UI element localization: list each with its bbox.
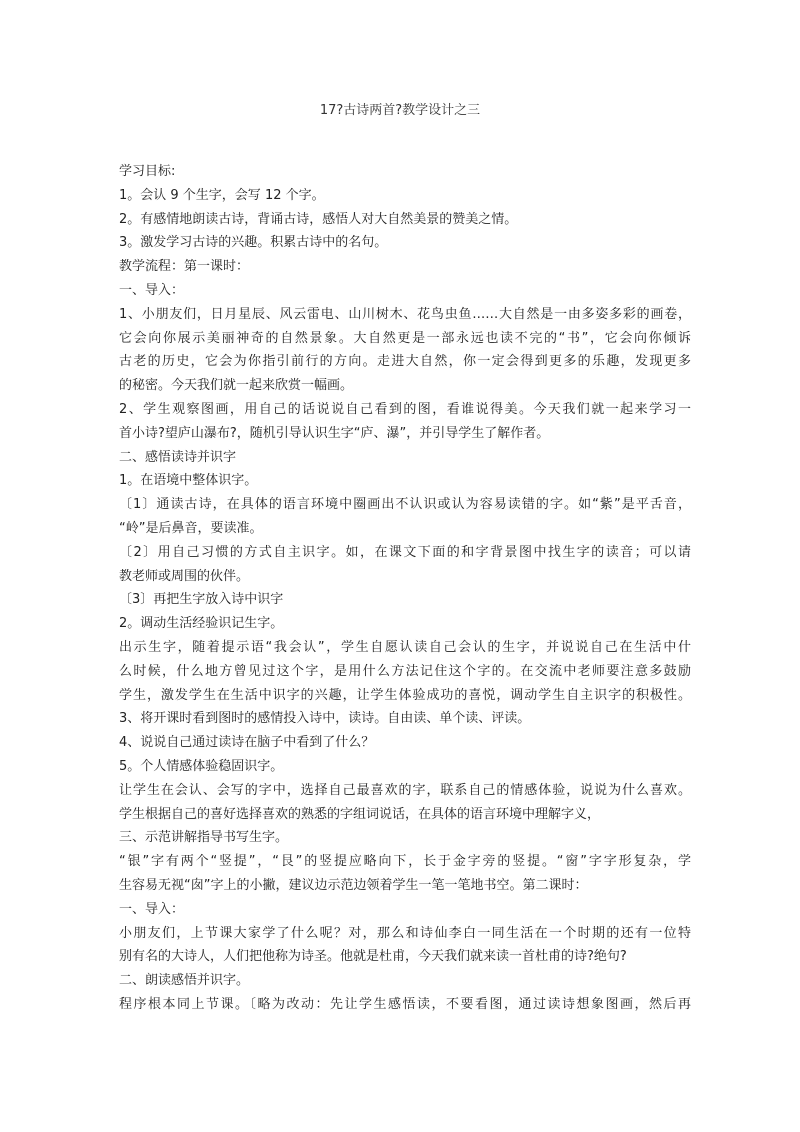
text-line: 5。个人情感体验稳固识字。 [119, 758, 284, 774]
text-line: 一、导入： [119, 282, 185, 298]
text-line: 1。在语境中整体识字。 [119, 473, 258, 489]
text-line: 别有名的大诗人，人们把他称为诗圣。他就是杜甫，今天我们就来读一首杜甫的诗?绝句? [119, 949, 627, 965]
text-line: 〔3〕再把生字放入诗中识字 [119, 592, 284, 608]
text-line: 2。有感情地朗读古诗，背诵古诗，感悟人对大自然美景的赞美之情。 [119, 211, 518, 227]
text-line: 古老的历史，它会为你指引前行的方向。走进大自然，你一定会得到更多的乐趣，发现更多 [119, 354, 691, 370]
text-line: 学生，激发学生在生活中识字的兴趣，让学生体验成功的喜悦，调动学生自主识字的积极性。 [119, 687, 691, 703]
text-line: 的秘密。今天我们就一起来欣赏一幅画。 [119, 378, 354, 394]
text-line: 让学生在会认、会写的字中，选择自己最喜欢的字，联系自己的情感体验，说说为什么喜欢。 [119, 782, 691, 798]
text-line: 教学流程：第一课时： [119, 259, 250, 275]
text-line: 么时候，什么地方曾见过这个字，是用什么方法记住这个字的。在交流中老师要注意多鼓励 [119, 663, 691, 679]
text-line: 一、导入： [119, 901, 185, 917]
text-line: 4、说说自己通过读诗在脑子中看到了什么？ [119, 735, 375, 751]
text-line: 生容易无视“囱”字上的小撇，建议边示范边领着学生一笔一笔地书空。第二课时： [119, 877, 588, 893]
text-line: 教老师或周围的伙伴。 [119, 568, 250, 584]
text-line: 三、示范讲解指导书写生字。 [119, 830, 289, 846]
text-line: 它会向你展示美丽神奇的自然景象。大自然更是一部永远也读不完的“书”，它会向你倾诉 [119, 330, 691, 346]
text-line: 二、朗读感悟并识字。 [119, 973, 250, 989]
text-line: 1、小朋友们，日月星辰、风云雷电、山川树木、花鸟虫鱼……大自然是一由多姿多彩的画卷， [119, 306, 691, 322]
text-line: 3。激发学习古诗的兴趣。积累古诗中的名句。 [119, 235, 388, 251]
text-line: 学生根据自己的喜好选择喜欢的熟悉的字组词说话，在具体的语言环境中理解字义， [119, 806, 601, 822]
text-line: 出示生字，随着提示语“我会认”，学生自愿认读自己会认的生字，并说说自己在生活中什 [119, 639, 691, 655]
text-line: 学习目标: [119, 164, 176, 179]
text-line: 首小诗?望庐山瀑布?，随机引导认识生字“庐、瀑”，并引导学生了解作者。 [119, 425, 550, 441]
document-body [119, 160, 691, 1017]
text-line: 〔2〕用自己习惯的方式自主识字。如，在课文下面的和字背景图中找生字的读音；可以请 [119, 544, 691, 560]
text-line: 3、将开课时看到图时的感情投入诗中，读诗。自由读、单个读、评读。 [119, 711, 531, 727]
text-line: “岭”是后鼻音，要读准。 [119, 520, 263, 536]
text-line: “银”字有两个“竖提”，“艮”的竖提应略向下，长于金字旁的竖提。“窗”字字形复杂，学 [119, 854, 691, 870]
text-line: 程序根本同上节课。〔略为改动：先让学生感悟读，不要看图，通过读诗想象图画，然后再 [119, 996, 691, 1012]
text-line: 小朋友们，上节课大家学了什么呢？对，那么和诗仙李白一同生活在一个时期的还有一位特 [119, 925, 691, 941]
text-line: 2、学生观察图画，用自己的话说说自己看到的图，看谁说得美。今天我们就一起来学习一 [119, 401, 691, 417]
text-line: 二、感悟读诗并识字 [119, 449, 237, 465]
text-line: 1。会认 9 个生字，会写 12 个字。 [119, 187, 325, 203]
text-line: 〔1〕通读古诗，在具体的语言环境中圈画出不认识或认为容易读错的字。如“紫”是平舌音， [119, 497, 691, 513]
document-title: 17?古诗两首?教学设计之三 [319, 103, 481, 118]
text-line: 2。调动生活经验识记生字。 [119, 616, 284, 632]
